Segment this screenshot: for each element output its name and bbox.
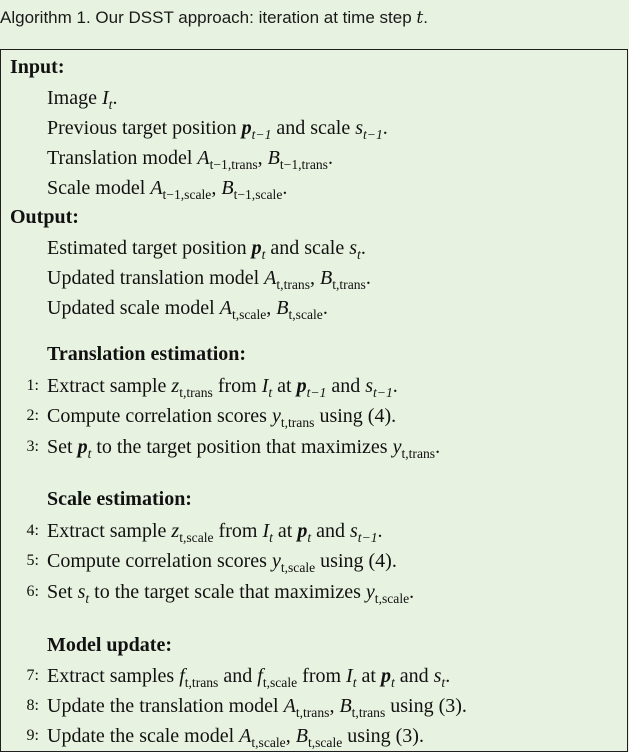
output-heading: Output: (10, 206, 79, 228)
section-heading-translation: Translation estimation: (47, 343, 247, 365)
input-heading: Input: (10, 56, 65, 78)
step-number: 8: (26, 697, 39, 714)
output-line-est-pos: Estimated target position $p_t$ and scale $s_t$. (47, 237, 366, 262)
output-line-scale-model: Updated scale model $A_{t,scale}$, $B_{t,scale}$. (47, 297, 328, 322)
step-number: 7: (26, 667, 39, 684)
input-line-image: Image $I_t$. (47, 87, 118, 112)
algorithm-caption (0, 0, 629, 49)
step-number: 9: (26, 727, 39, 744)
output-line-trans-model: Updated translation model $A_{t,trans}$, $B_{t,trans}$. (47, 267, 371, 292)
caption-text: Algorithm 1. Our DSST approach: iteration at time step (0, 8, 417, 27)
step-number: 1: (26, 377, 39, 394)
caption-var: t (416, 8, 424, 28)
step-number: 4: (26, 522, 39, 539)
step-number: 2: (26, 407, 39, 424)
input-line-prev-pos: Previous target position $p_{t-1}$ and scale $s_{t-1}$. (47, 117, 388, 142)
algorithm-box: Input: Image $I_t$. Previous target position $p_{t-1}$ and scale $s_{t-1}$. Translation model $A_{t-1,trans}$, $B_{t-1,trans}$. Scale model $A_{t-1,scale}$, $B_{t-1,scale}$. Output: Estimated target position $p_t$ and scale $s_t$. Updated translation model $A_{t,trans}$, $B_{t,trans}$. Updated scale model $A_{t,scale}$, $B_{t,scale}$. Translation estimation: 1: Extract sample $z_{t,trans}$ from $I_t$ at $p_{t-1}$ and $s_{t-1}$. 2: Compute correlation scores $y_{t,trans}$ using (4). 3: Set $p_t$ to the target position that maximizes $y_{t,trans}$. Scale estimation: 4: Extract sample $z_{t,scale}$ from $I_t$ at $p_t$ and $s_{t-1}$. 5: Compute correlation scores $y_{t,scale}$ using (4). 6: Set $s_t$ to the target scale that maximizes $y_{t,scale}$. Model update: 7: Extract samples $f_{t,trans}$ and $f_{t,scale}$ from $I_t$ at $p_t$ and $s_t$. 8: Update the translation model $A_{t,trans}$, $B_{t,trans}$ using (3). 9: Update the scale model $A_{t,scale}$, $B_{t,scale}$ using (3). (0, 49, 628, 752)
step-number: 3: (26, 438, 39, 455)
section-heading-scale: Scale estimation: (47, 488, 192, 510)
step-number: 6: (26, 583, 39, 600)
input-line-trans-model: Translation model $A_{t-1,trans}$, $B_{t-1,trans}$. (47, 147, 333, 172)
caption-period: . (423, 8, 428, 27)
section-heading-model-update: Model update: (47, 634, 172, 656)
input-line-scale-model: Scale model $A_{t-1,scale}$, $B_{t-1,scale}$. (47, 177, 288, 202)
step-number: 5: (26, 552, 39, 569)
